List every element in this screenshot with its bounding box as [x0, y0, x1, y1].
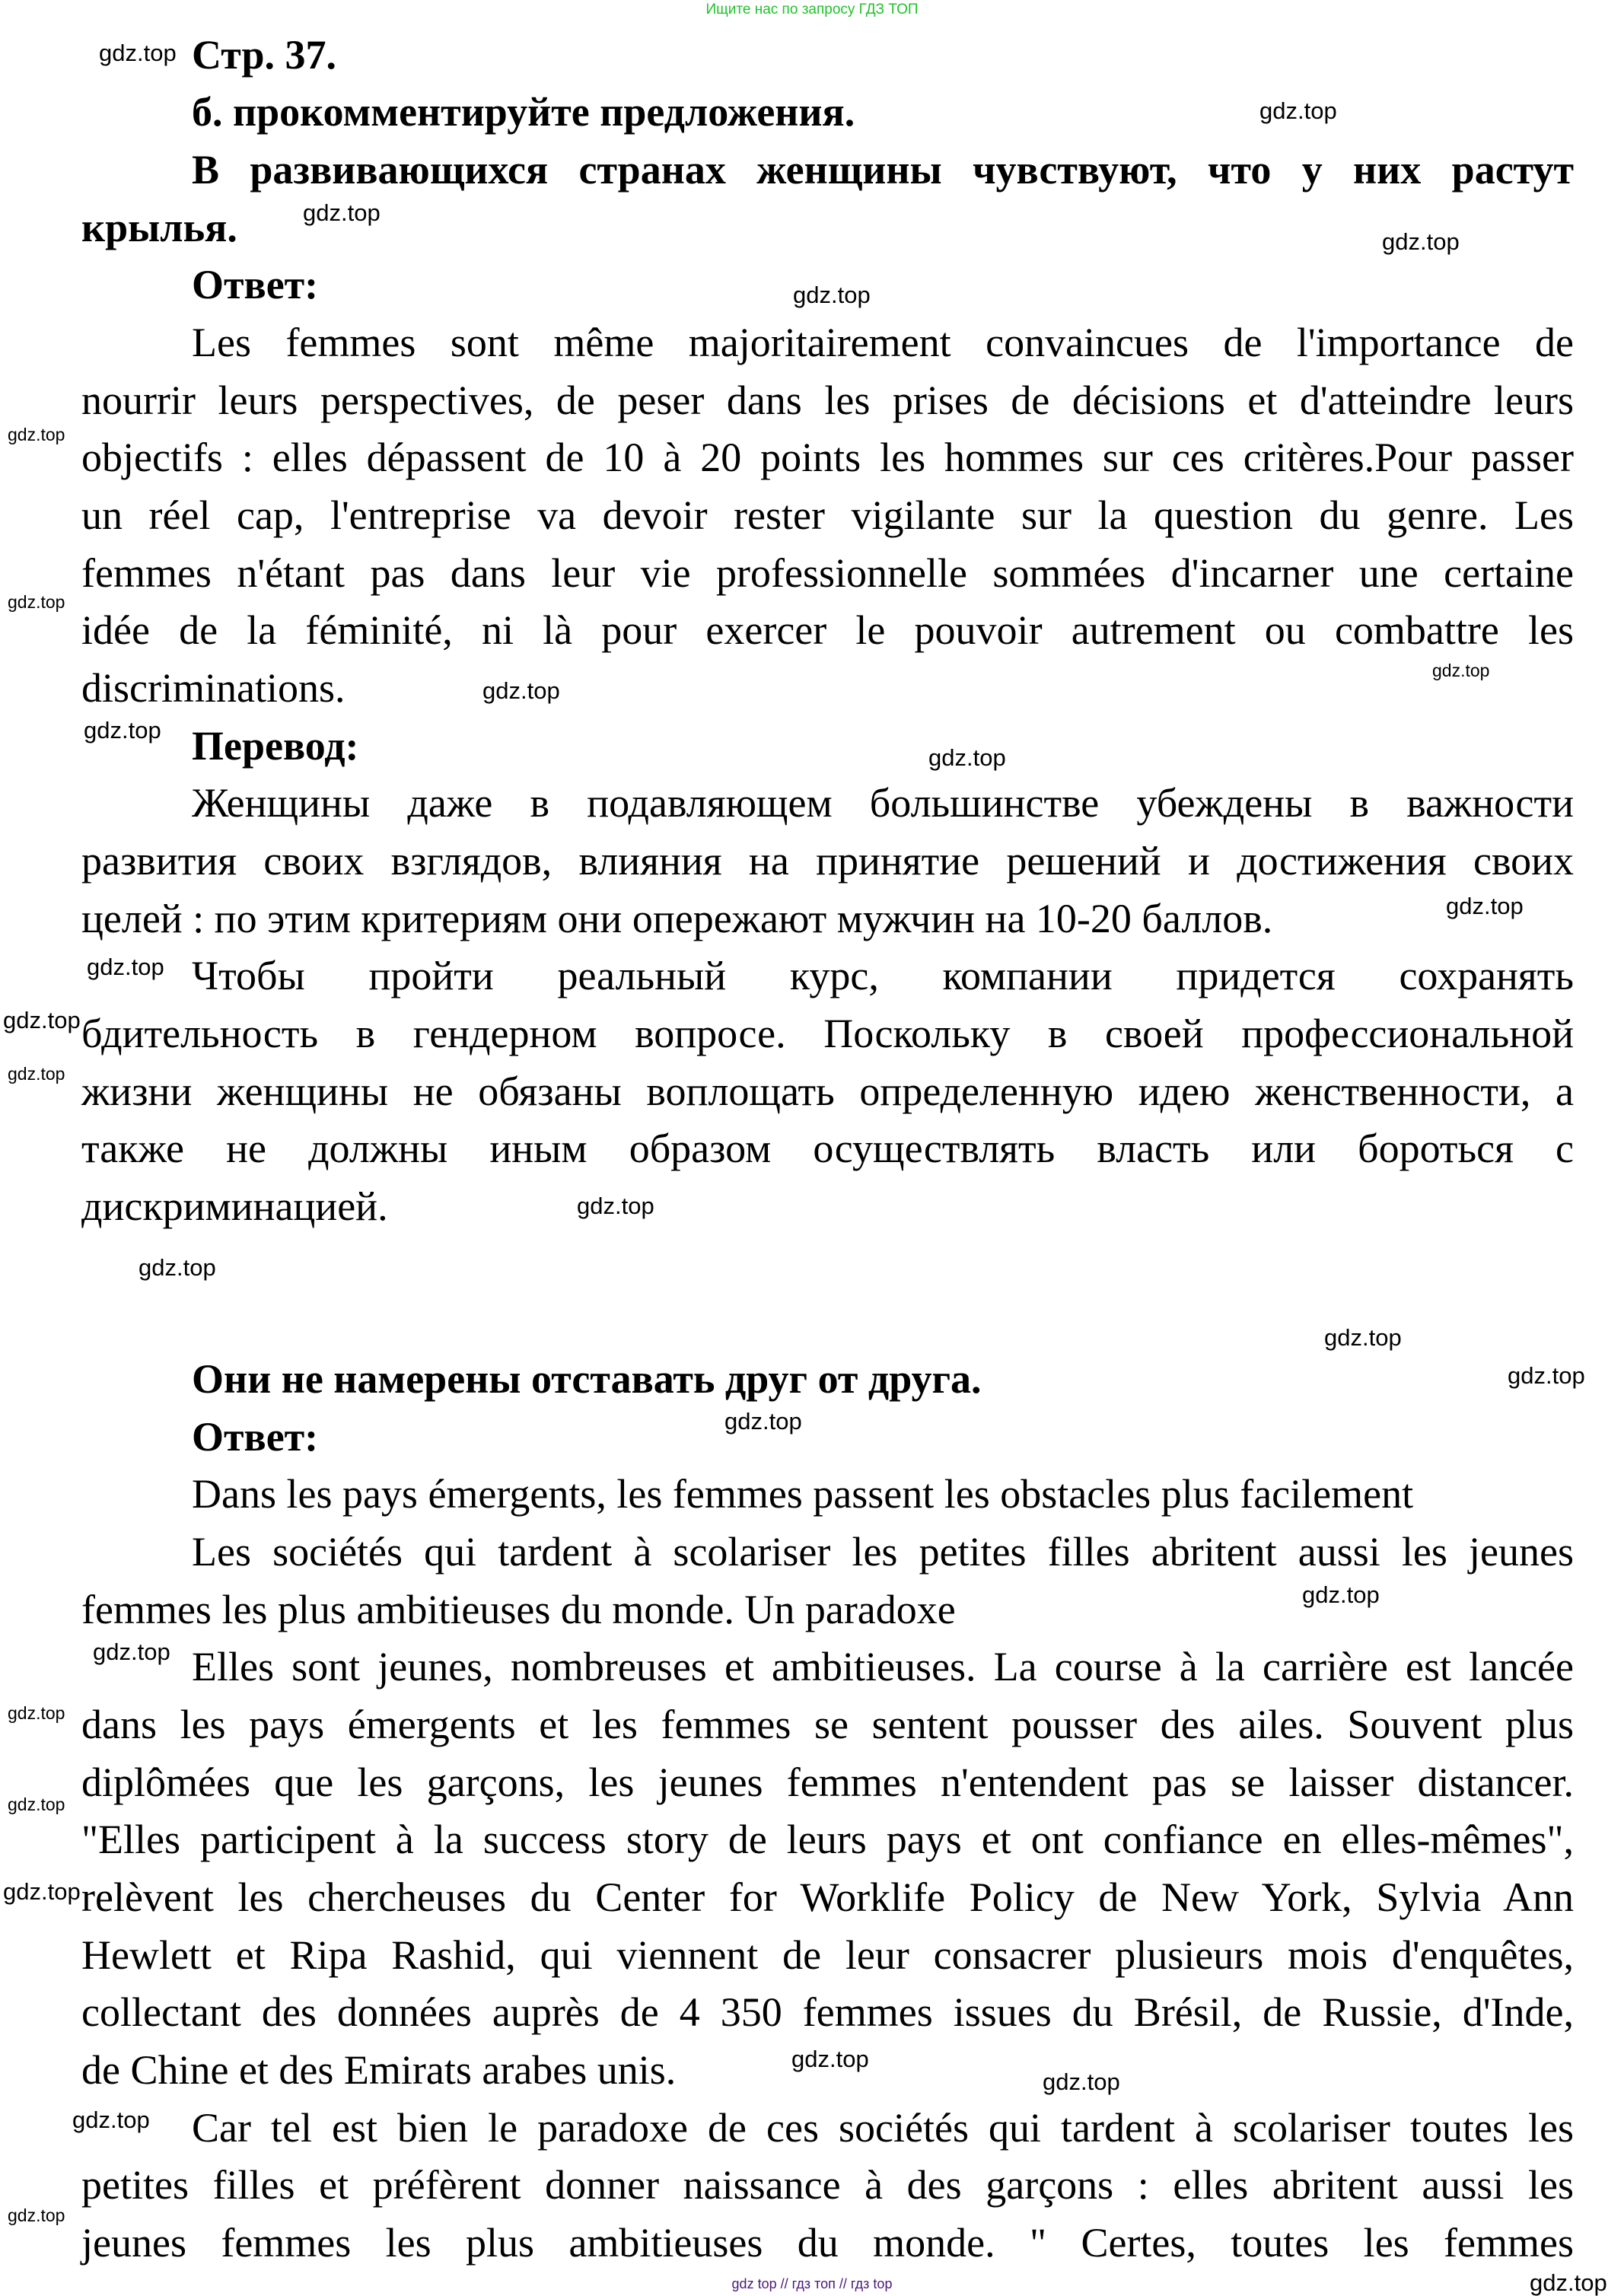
watermark: gdz.top: [1324, 1324, 1402, 1351]
watermark: gdz.top: [8, 1703, 65, 1723]
text-line: Dans les pays émergents, les femmes passent les obstacles plus facilement: [192, 1471, 1414, 1517]
watermark: gdz.top: [1043, 2068, 1120, 2095]
text-line: целей : по этим критериям они опережают мужчин на 10-20 баллов.: [81, 896, 1273, 941]
text-line: дискриминацией.: [81, 1183, 388, 1229]
text-line: femmes les plus ambitieuses du monde. Un paradoxe: [81, 1587, 956, 1632]
heading-line: крылья.: [81, 205, 237, 250]
text-line: развития своих взглядов, влияния на принятие решений и достижения своих: [81, 838, 1574, 884]
text-line: jeunes femmes les plus ambitieuses du monde. " Certes, toutes les femmes: [81, 2220, 1574, 2266]
heading-line: Перевод:: [192, 723, 359, 769]
heading-line: б. прокомментируйте предложения.: [192, 89, 855, 135]
watermark: gdz.top: [791, 2046, 869, 2072]
watermark: gdz.top: [303, 199, 381, 226]
search-banner: Ищите нас по запросу ГДЗ ТОП: [705, 2, 919, 18]
watermark: gdz.top: [3, 1007, 81, 1033]
watermark: gdz.top: [72, 2107, 150, 2133]
watermark: gdz.top: [8, 592, 65, 612]
watermark: gdz.top: [87, 954, 164, 980]
text-line: жизни женщины не обязаны воплощать определенную идею женственности, а: [81, 1068, 1574, 1114]
text-line: Les sociétés qui tardent à scolariser les petites filles abritent aussi les jeunes: [192, 1529, 1574, 1575]
footer-watermark: gdz top // гдз топ // гдз top: [731, 2276, 893, 2291]
watermark: gdz.top: [1530, 2269, 1607, 2296]
text-line: dans les pays émergents et les femmes se sentent pousser des ailes. Souvent plus: [81, 1702, 1574, 1747]
text-line: Car tel est bien le paradoxe de ces sociétés qui tardent à scolariser toutes les: [192, 2105, 1574, 2151]
heading-line: Стр. 37.: [192, 32, 337, 78]
watermark: gdz.top: [3, 1878, 81, 1905]
watermark: gdz.top: [93, 1638, 170, 1665]
watermark: gdz.top: [793, 282, 871, 308]
watermark: gdz.top: [577, 1193, 654, 1219]
watermark: gdz.top: [8, 2205, 65, 2225]
heading-line: В развивающихся странах женщины чувствуют, что у них растут: [192, 147, 1574, 193]
watermark: gdz.top: [1508, 1362, 1585, 1389]
watermark: gdz.top: [99, 40, 177, 66]
heading-line: Ответ:: [192, 262, 319, 307]
watermark: gdz.top: [1382, 228, 1460, 255]
heading-line: Они не намерены отставать друг от друга.: [192, 1356, 982, 1402]
text-line: также не должны иным образом осуществлять власть или бороться с: [81, 1126, 1574, 1171]
text-line: idée de la féminité, ni là pour exercer le pouvoir autrement ou combattre les: [81, 607, 1574, 653]
heading-line: Ответ:: [192, 1414, 319, 1460]
text-line: de Chine et des Emirats arabes unis.: [81, 2047, 677, 2093]
watermark: gdz.top: [1259, 97, 1337, 124]
watermark: gdz.top: [139, 1254, 216, 1281]
watermark: gdz.top: [724, 1408, 802, 1435]
text-line: Elles sont jeunes, nombreuses et ambitieuses. La course à la carrière est lancée: [192, 1644, 1574, 1689]
watermark: gdz.top: [8, 425, 65, 444]
watermark: gdz.top: [8, 1064, 65, 1084]
text-line: femmes n'étant pas dans leur vie professionnelle sommées d'incarner une certaine: [81, 550, 1574, 596]
text-line: objectifs : elles dépassent de 10 à 20 points les hommes sur ces critères.Pour passer: [81, 435, 1574, 480]
text-line: discriminations.: [81, 665, 345, 711]
text-line: collectant des données auprès de 4 350 femmes issues du Brésil, de Russie, d'Inde,: [81, 1989, 1574, 2035]
text-line: Les femmes sont même majoritairement convaincues de l'importance de: [192, 320, 1574, 365]
text-line: Чтобы пройти реальный курс, компании придется сохранять: [192, 953, 1574, 998]
watermark: gdz.top: [928, 744, 1006, 771]
text-line: nourrir leurs perspectives, de peser dans les prises de décisions et d'atteindre leurs: [81, 377, 1574, 423]
text-line: "Elles participent à la success story de leurs pays et ont confiance en elles-mêmes",: [81, 1817, 1574, 1862]
text-line: diplômées que les garçons, les jeunes femmes n'entendent pas se laisser distancer.: [81, 1759, 1574, 1805]
text-line: un réel cap, l'entreprise va devoir rester vigilante sur la question du genre. Les: [81, 492, 1574, 538]
text-line: бдительность в гендерном вопросе. Поскольку в своей профессиональной: [81, 1011, 1574, 1056]
watermark: gdz.top: [482, 677, 560, 704]
text-line: Женщины даже в подавляющем большинстве убеждены в важности: [192, 780, 1574, 826]
text-line: petites filles et préfèrent donner naissance à des garçons : elles abritent aussi les: [81, 2162, 1574, 2208]
watermark: gdz.top: [8, 1794, 65, 1814]
text-line: Hewlett et Ripa Rashid, qui viennent de leur consacrer plusieurs mois d'enquêtes,: [81, 1932, 1574, 1978]
watermark: gdz.top: [1432, 661, 1490, 680]
watermark: gdz.top: [84, 717, 161, 744]
watermark: gdz.top: [1446, 893, 1524, 919]
watermark: gdz.top: [1302, 1581, 1380, 1608]
text-line: relèvent les chercheuses du Center for Worklife Policy de New York, Sylvia Ann: [81, 1874, 1574, 1920]
